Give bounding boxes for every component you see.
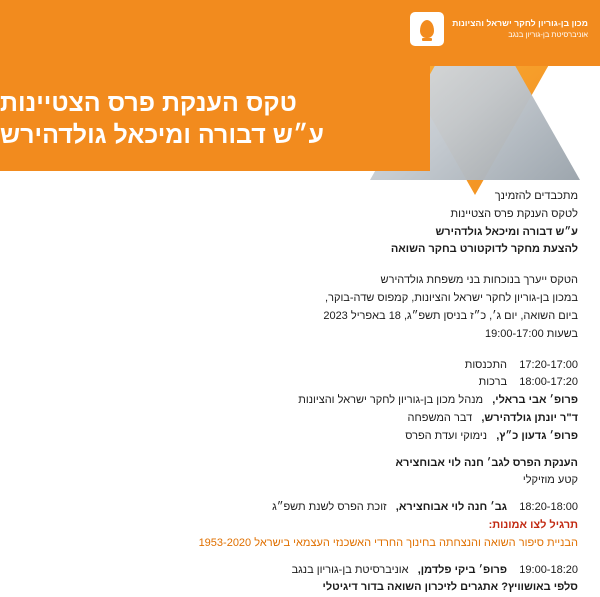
greeting-row	[40, 410, 578, 428]
invitation-body	[40, 188, 600, 597]
closing-title: סלפי באושוויץ? אתגרים לזיכרון השואה בדור דיגיטלי	[322, 581, 578, 594]
program-text: ברכות	[478, 376, 508, 389]
invitation-line-8: בשעות 19:00-17:00	[484, 327, 578, 340]
lecture-time: 18:20-18:00	[519, 501, 578, 514]
lecture-role: זוכת הפרס לשנת תשפ״ג	[272, 501, 387, 514]
program-row	[40, 374, 578, 392]
flame-icon	[410, 12, 444, 46]
lecture-row	[40, 499, 578, 517]
program-row	[40, 357, 578, 375]
closing-row	[40, 562, 578, 580]
greeting-role: נימוקי ועדת הפרס	[405, 429, 488, 442]
award-heading: הענקת הפרס לגב׳ חנה לוי אבוחצירא	[395, 456, 578, 469]
greeting-name: פרופ׳ אבי בראלי,	[492, 394, 578, 407]
invitation-line-2: לטקס הענקת פרס הצטיינות	[450, 207, 578, 220]
greeting-role: מנהל מכון בן-גוריון לחקר ישראל והציונות	[298, 394, 484, 407]
invitation-line-1: מתכבדים להזמינך	[494, 190, 578, 202]
invitation-line-5: הטקס ייערך בנוכחות בני משפחת גולדהירש	[380, 274, 578, 287]
invitation-line-6: במכון בן-גוריון לחקר ישראל והציונות, קמפוס שדה-בוקר,	[325, 292, 578, 305]
greeting-row	[40, 428, 578, 446]
logo-line-1: מכון בן-גוריון לחקר ישראל והציונות	[452, 18, 588, 29]
event-title-block	[0, 66, 430, 171]
program-time: 17:20-17:00	[519, 358, 578, 371]
logo-line-2: אוניברסיטת בן-גוריון בנגב	[508, 29, 588, 39]
invitation-line-3: ע״ש דבורה ומיכאל גולדהירש	[435, 225, 578, 238]
lecture-label: תרגיל לצו אמונות:	[488, 519, 578, 531]
event-title-line-1: טקס הענקת פרס הצטיינות	[0, 88, 297, 117]
award-subtitle: קטע מוזיקלי	[522, 474, 578, 487]
closing-speaker: פרופ׳ ביקי פלדמן,	[417, 563, 508, 576]
greeting-role: דבר המשפחה	[407, 411, 473, 424]
closing-time: 19:00-18:20	[519, 563, 578, 576]
lecture-speaker: גב׳ חנה לוי אבוחצירא,	[395, 501, 508, 514]
program-text: התכנסות	[464, 358, 508, 371]
lecture-title: הבניית סיפור השואה והנצחתה בחינוך החרדי האשכנזי העצמאי בישראל 1953-2020	[198, 536, 578, 549]
invitation-line-7: ביום השואה, יום ג׳, כ״ז בניסן תשפ״ג, 18 באפריל 2023	[323, 309, 578, 322]
invitation-line-4: להצעת מחקר לדוקטורט בחקר השואה	[390, 243, 578, 256]
institute-logo	[410, 12, 588, 46]
greeting-name: ד"ר יונתן גולדהירש,	[481, 411, 578, 424]
greeting-row	[40, 392, 578, 410]
greeting-name: פרופ׳ גדעון כ״ץ,	[496, 429, 578, 442]
program-time: 18:00-17:20	[519, 376, 578, 389]
event-title-line-2: ע״ש דבורה ומיכאל גולדהירש	[0, 120, 324, 149]
closing-role: אוניברסיטת בן-גוריון בנגב	[291, 563, 409, 576]
